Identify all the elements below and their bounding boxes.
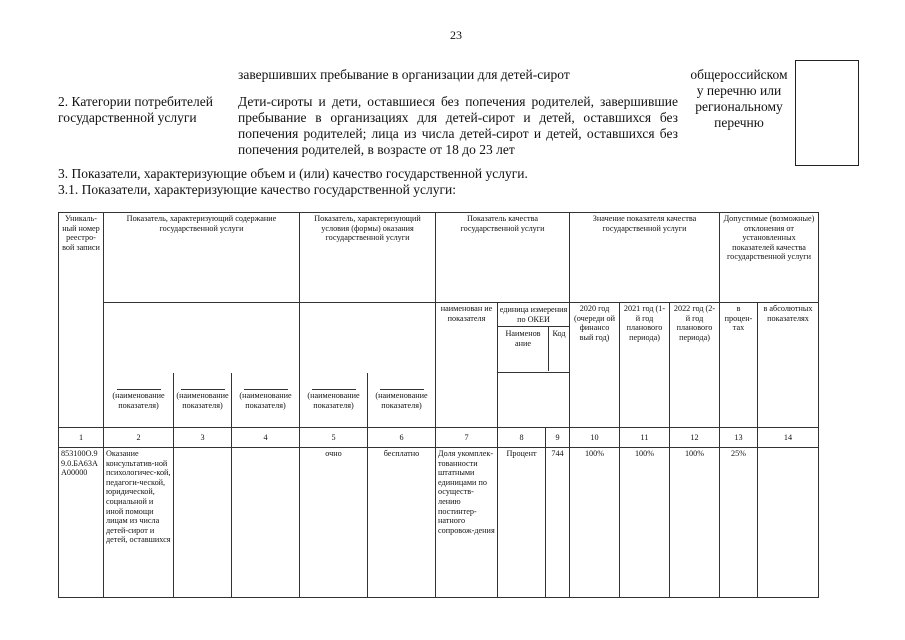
name-sub-col6: (наименование показателя) (368, 373, 436, 428)
header-deviation-absolute: в абсолютных показателях (758, 303, 819, 428)
page-number: 23 (450, 28, 462, 42)
header-unit-name: Наименов ание (498, 327, 549, 371)
quality-indicator-name: Доля укомплек-тованности штатными единицами по осуществ-лению постинтер-натного сопровож-дения (436, 448, 498, 598)
cell-col4 (232, 448, 300, 598)
registry-code: 853100О.99.0.БА63АА00000 (59, 448, 104, 598)
category-label: 2. Категории потребителей государственной услуги (58, 94, 213, 125)
column-number-row (59, 428, 819, 448)
name-sub-col5: (наименование показателя) (300, 373, 368, 428)
header-indicator-values: Значение показателя качества государственной услуги (570, 213, 720, 303)
col-number: 4 (232, 428, 300, 448)
unit-name: Процент (498, 448, 546, 598)
col-number: 7 (436, 428, 498, 448)
registry-note: общероссийском у перечню или региональному перечню (690, 67, 788, 130)
header-conditions-indicator: Показатель, характеризующий условия (формы) оказания государственной услуги (300, 213, 436, 303)
header-unique-number: Уникаль-ный номер реестро-вой записи (59, 213, 104, 428)
col-number: 2 (104, 428, 174, 448)
col-number: 6 (368, 428, 436, 448)
name-sub-col2: (наименование показателя) (104, 373, 174, 428)
header-content-indicator: Показатель, характеризующий содержание государственной услуги (104, 213, 300, 303)
deviation-percent: 25% (720, 448, 758, 598)
section-3-1-heading: 3.1. Показатели, характеризующие качество государственной услуги: (58, 182, 457, 197)
conditions-spacer (300, 303, 436, 373)
cell-col3 (174, 448, 232, 598)
previous-category-line: завершивших пребывание в организации для детей-сирот (238, 67, 570, 82)
header-unit-subcols (498, 327, 569, 371)
name-sub-col4: (наименование показателя) (232, 373, 300, 428)
value-2022: 100% (670, 448, 720, 598)
header-unit: единица измерения по ОКЕИ (498, 303, 569, 327)
content-spacer (104, 303, 300, 373)
col-number: 8 (498, 428, 546, 448)
service-form: очно (300, 448, 368, 598)
col-number: 5 (300, 428, 368, 448)
col-number: 12 (670, 428, 720, 448)
col-number: 14 (758, 428, 819, 448)
col-number: 1 (59, 428, 104, 448)
okei-code: 744 (546, 448, 570, 598)
value-2021: 100% (620, 448, 670, 598)
col-number: 10 (570, 428, 620, 448)
col-number: 11 (620, 428, 670, 448)
header-quality-indicator: Показатель качества государственной услуги (436, 213, 570, 303)
col-number: 13 (720, 428, 758, 448)
category-text: Дети-сироты и дети, оставшиеся без попечения родителей, завершившие пребывание в организациях для детей-сирот и детей, оставшихся без попечения родителей; лица из числа детей-сирот и детей, оставшихся без попечения родителей, в возрасте от 18 до 23 лет (238, 94, 678, 157)
quality-indicators-table (58, 212, 819, 598)
value-2020: 100% (570, 448, 620, 598)
header-row-2 (59, 303, 819, 373)
header-deviations: Допустимые (возможные) отклонения от установленных показателей качества государственной услуги (720, 213, 819, 303)
col-number: 3 (174, 428, 232, 448)
header-indicator-name: наименован ие показателя (436, 303, 498, 428)
section-3-heading: 3. Показатели, характеризующие объем и (или) качество государственной услуги. (58, 166, 528, 181)
header-year-2020: 2020 год (очереди ой финансо вый год) (570, 303, 620, 428)
service-price: бесплатно (368, 448, 436, 598)
name-sub-col3: (наименование показателя) (174, 373, 232, 428)
code-box (795, 60, 859, 166)
header-year-2021: 2021 год (1-й год планового периода) (620, 303, 670, 428)
service-content: Оказание консультатив-ной психологичес-кой, педагоги-ческой, юридической, социальной и иной помощи лицам из числа детей-сирот и детей, оставшихся (104, 448, 174, 598)
table-row (59, 448, 819, 598)
deviation-absolute (758, 448, 819, 598)
header-unit-code: Код (552, 329, 566, 339)
header-year-2022: 2022 год (2-й год планового периода) (670, 303, 720, 428)
header-row-1 (59, 213, 819, 303)
header-unit-group (498, 303, 570, 373)
header-deviation-percent: в процен-тах (720, 303, 758, 428)
col-number: 9 (546, 428, 570, 448)
